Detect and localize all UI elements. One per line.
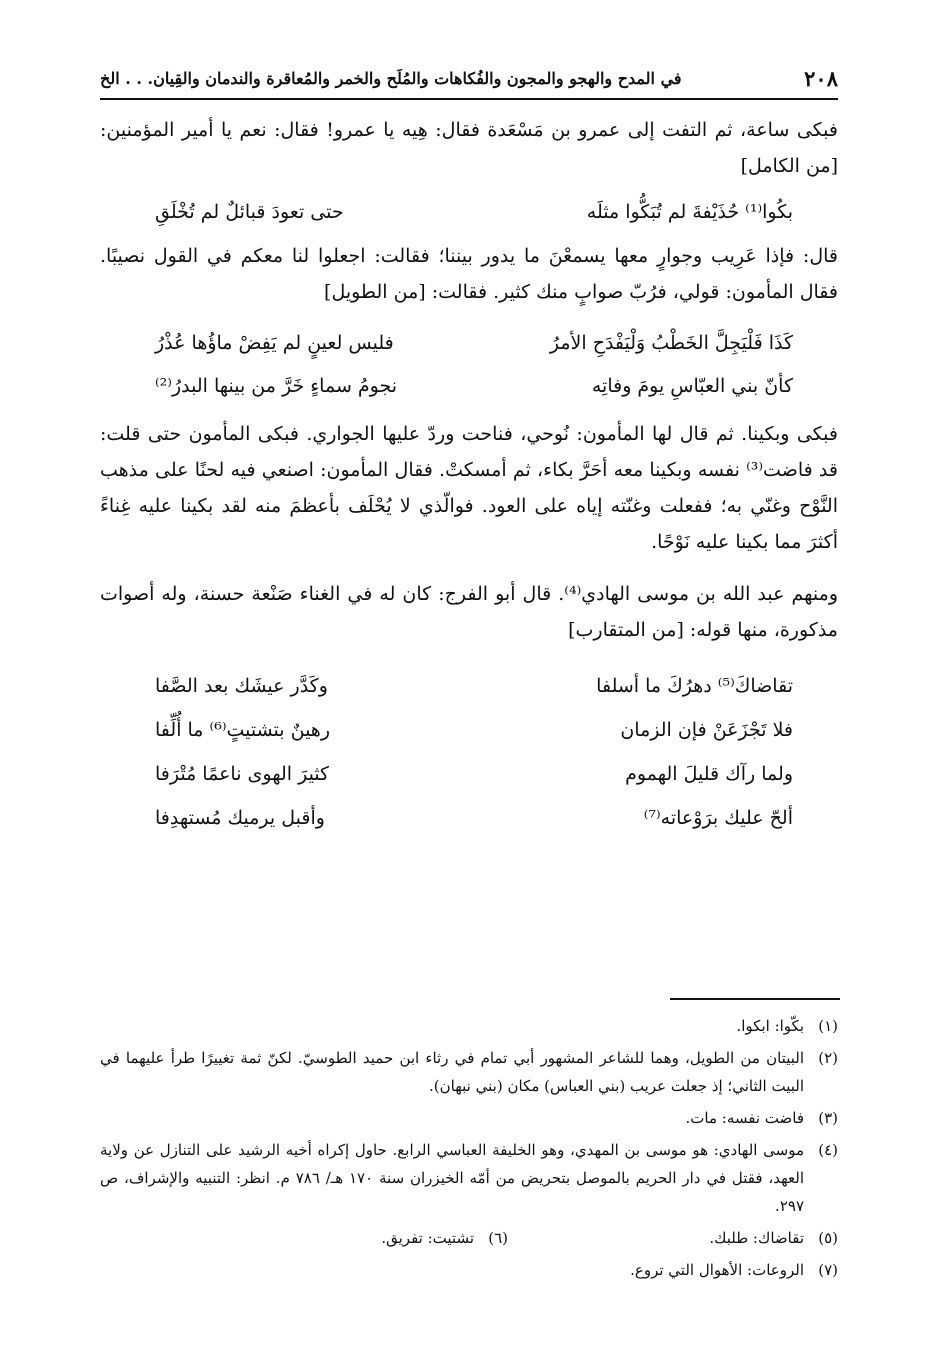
footnote xyxy=(100,1136,838,1220)
footnote-number: (٣) xyxy=(818,1109,838,1127)
footnote-number: (٢) xyxy=(818,1049,838,1067)
verse-second-hemistich: نجومُ سماءٍ خَرَّ من بينها البدرُ⁽²⁾ xyxy=(155,375,398,397)
verse-second-hemistich: رهينٌ بتشتيتٍ⁽⁶⁾ ما أُلِّفا xyxy=(155,719,331,741)
verse-first-hemistich: بكُوا⁽¹⁾ حُذَيْفةَ لم تُبَكُّوا مثلَه xyxy=(586,201,793,223)
footnote-number: (١) xyxy=(818,1017,838,1035)
footnote-text: تقاضاك: طلبك. xyxy=(709,1229,804,1247)
footnote-text: الروعات: الأهوال التي تروع. xyxy=(630,1261,804,1279)
footnote xyxy=(381,1224,508,1252)
verse-second-hemistich: وأقبل يرميك مُستهدِفا xyxy=(155,807,325,829)
footnote xyxy=(508,1224,838,1252)
footnote-number: (٤) xyxy=(818,1141,838,1159)
verse-line xyxy=(100,322,838,365)
verse-line xyxy=(100,752,838,796)
footnotes xyxy=(100,1012,838,1288)
footnote-text: تشتيت: تفريق. xyxy=(381,1229,474,1247)
page-number: ٢٠٨ xyxy=(804,65,838,91)
paragraph-4: ومنهم عبد الله بن موسى الهادي⁽⁴⁾. قال أبو الفرج: كان له في الغناء صَنْعة حسنة، وله أصوات مذكورة، منها قوله: [من المتقارب] xyxy=(100,583,839,641)
footnote-number: (٥) xyxy=(818,1229,838,1247)
verse-line xyxy=(100,664,838,708)
paragraph-3: فبكى وبكينا. ثم قال لها المأمون: نُوحي، فناحت وردّ عليها الجواري. فبكى المأمون حتى قلت: قد فاضت⁽³⁾ نفسه وبكينا معه أحَرَّ بكاء، ثم أمسكتْ. فقال المأمون: اصنعي فيه لحنًا على مذهب النَّوْح وغنّي به؛ ففعلت وغنّته إياه على العود. فوالّذي لا يُحْلَف بأعظمَ منه لقد بكينا عليه غِناءً أكثرَ مما بكينا عليه نَوْحًا. xyxy=(100,423,838,553)
poem-mutaqarib xyxy=(100,664,838,840)
verse-first-hemistich: تقاضاكَ⁽⁵⁾ دهرُكَ ما أسلفا xyxy=(596,675,793,697)
verse-line xyxy=(100,796,838,840)
footnote-row xyxy=(100,1224,838,1252)
footnote xyxy=(100,1044,838,1100)
footnote-text: البيتان من الطويل، وهما للشاعر المشهور أبي تمام في رثاء ابن حميد الطوسيّ. لكنّ ثمة تغييرًا طرأ عليهما في البيت الثاني؛ إذ جعلت عريب (بني العباس) مكان (بني نبهان). xyxy=(100,1049,804,1095)
footnote xyxy=(100,1012,838,1040)
verse-second-hemistich: حتى تعودَ قبائلٌ لم تُخْلَقِ xyxy=(155,201,344,223)
footnote-text: موسى الهادي: هو موسى بن المهدي، وهو الخليفة العباسي الرابع. حاول إكراه أخيه الرشيد على التنازل عن ولاية العهد، فقتل في دار الحريم بالموصل بتحريض من أمّه الخيزران سنة ١٧٠ هـ/ ٧٨٦ م. انظر: التنبيه والإشراف، ص ٢٩٧. xyxy=(100,1141,804,1215)
footnote-text: فاضت نفسه: مات. xyxy=(685,1109,804,1127)
page-header xyxy=(100,58,838,100)
poem-tawil xyxy=(100,322,838,408)
verse-line xyxy=(100,708,838,752)
verse-first-hemistich: ولما رآك قليلَ الهموم xyxy=(625,763,793,785)
footnote-number: (٧) xyxy=(818,1261,838,1279)
footnote-separator xyxy=(670,998,840,1000)
verse-second-hemistich: فليس لعينٍ لم يَفِضْ ماؤُها عُذْرُ xyxy=(155,332,394,354)
poem-kamil xyxy=(100,194,838,230)
footnote-number: (٦) xyxy=(488,1229,508,1247)
verse-first-hemistich: كأنّ بني العبّاسِ يومَ وفاتِه xyxy=(591,375,793,397)
footnote xyxy=(100,1104,838,1132)
running-title: في المدح والهجو والمجون والفُكاهات والمُلَح والخمر والمُعاقرة والندمان والقِيان. . . الخ xyxy=(100,68,682,88)
footnote xyxy=(100,1256,838,1284)
verse-first-hemistich: كَذَا فَلْيَجِلَّ الخَطْبُ وَلْيَفْدَحِ الأمرُ xyxy=(549,332,793,354)
verse-first-hemistich: فلا تَجْزَعَنْ فإن الزمان xyxy=(620,719,793,741)
paragraph-1: فبكى ساعة، ثم التفت إلى عمرو بن مَسْعَدة فقال: هِيه يا عمرو! فقال: نعم يا أمير المؤمنين: [من الكامل] xyxy=(100,119,838,177)
verse-first-hemistich: ألحّ عليك برَوْعاته⁽⁷⁾ xyxy=(643,807,793,829)
verse-second-hemistich: وكَدَّر عيشَك بعد الصَّفا xyxy=(155,675,328,697)
main-text xyxy=(100,112,838,840)
verse-line xyxy=(100,194,838,230)
verse-second-hemistich: كثيرَ الهوى ناعمًا مُتْرَفا xyxy=(155,763,330,785)
verse-line xyxy=(100,365,838,408)
paragraph-2: قال: فإذا عَرِيب وجوارٍ معها يسمعْنَ ما يدور بيننا؛ فقالت: اجعلوا لنا معكم في القول نصيبًا. فقال المأمون: قولي، فرُبّ صوابٍ منك كثير. فقالت: [من الطويل] xyxy=(100,245,838,303)
footnote-text: بكّوا: ابكوا. xyxy=(736,1017,804,1035)
